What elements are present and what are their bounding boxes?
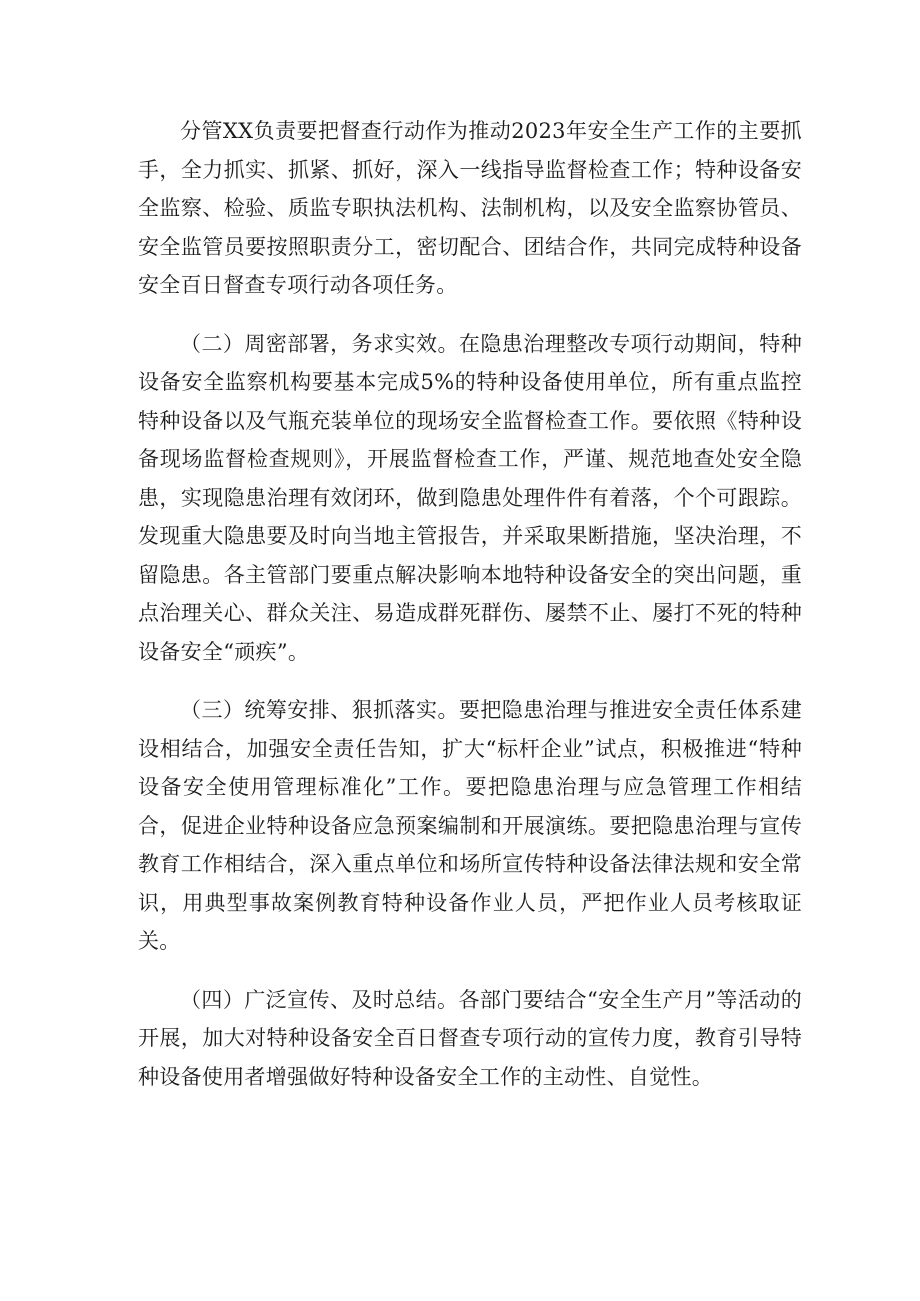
document-body — [138, 112, 802, 1096]
paragraph-section-3: （三）统筹安排、狠抓落实。要把隐患治理与推进安全责任体系建设相结合，加强安全责任告知，扩大“标杆企业”试点，积极推进“特种设备安全使用管理标准化”工作。要把隐患治理与应急管理工作相结合，促进企业特种设备应急预案编制和开展演练。要把隐患治理与宣传教育工作相结合，深入重点单位和场所宣传特种设备法律法规和安全常识，用典型事故案例教育特种设备作业人员，严把作业人员考核取证关。 — [138, 698, 802, 953]
paragraph-section-2: （二）周密部署，务求实效。在隐患治理整改专项行动期间，特种设备安全监察机构要基本完成5%的特种设备使用单位，所有重点监控特种设备以及气瓶充装单位的现场安全监督检查工作。要依照《特种设备现场监督检查规则》，开展监督检查工作，严谨、规范地查处安全隐患，实现隐患治理有效闭环，做到隐患处理件件有着落，个个可跟踪。发现重大隐患要及时向当地主管报告，并采取果断措施，坚决治理，不留隐患。各主管部门要重点解决影响本地特种设备安全的突出问题，重点治理关心、群众关注、易造成群死群伤、屡禁不止、屡打不死的特种设备安全“顽疾”。 — [138, 331, 802, 664]
paragraph-responsibility: 分管XX负责要把督查行动作为推动2023年安全生产工作的主要抓手，全力抓实、抓紧、抓好，深入一线指导监督检查工作；特种设备安全监察、检验、质监专职执法机构、法制机构，以及安全监察协管员、安全监管员要按照职责分工，密切配合、团结合作，共同完成特种设备安全百日督查专项行动各项任务。 — [138, 119, 802, 297]
paragraph-section-4: （四）广泛宣传、及时总结。各部门要结合“安全生产月”等活动的开展，加大对特种设备安全百日督查专项行动的宣传力度，教育引导特种设备使用者增强做好特种设备安全工作的主动性、自觉性。 — [138, 987, 802, 1089]
